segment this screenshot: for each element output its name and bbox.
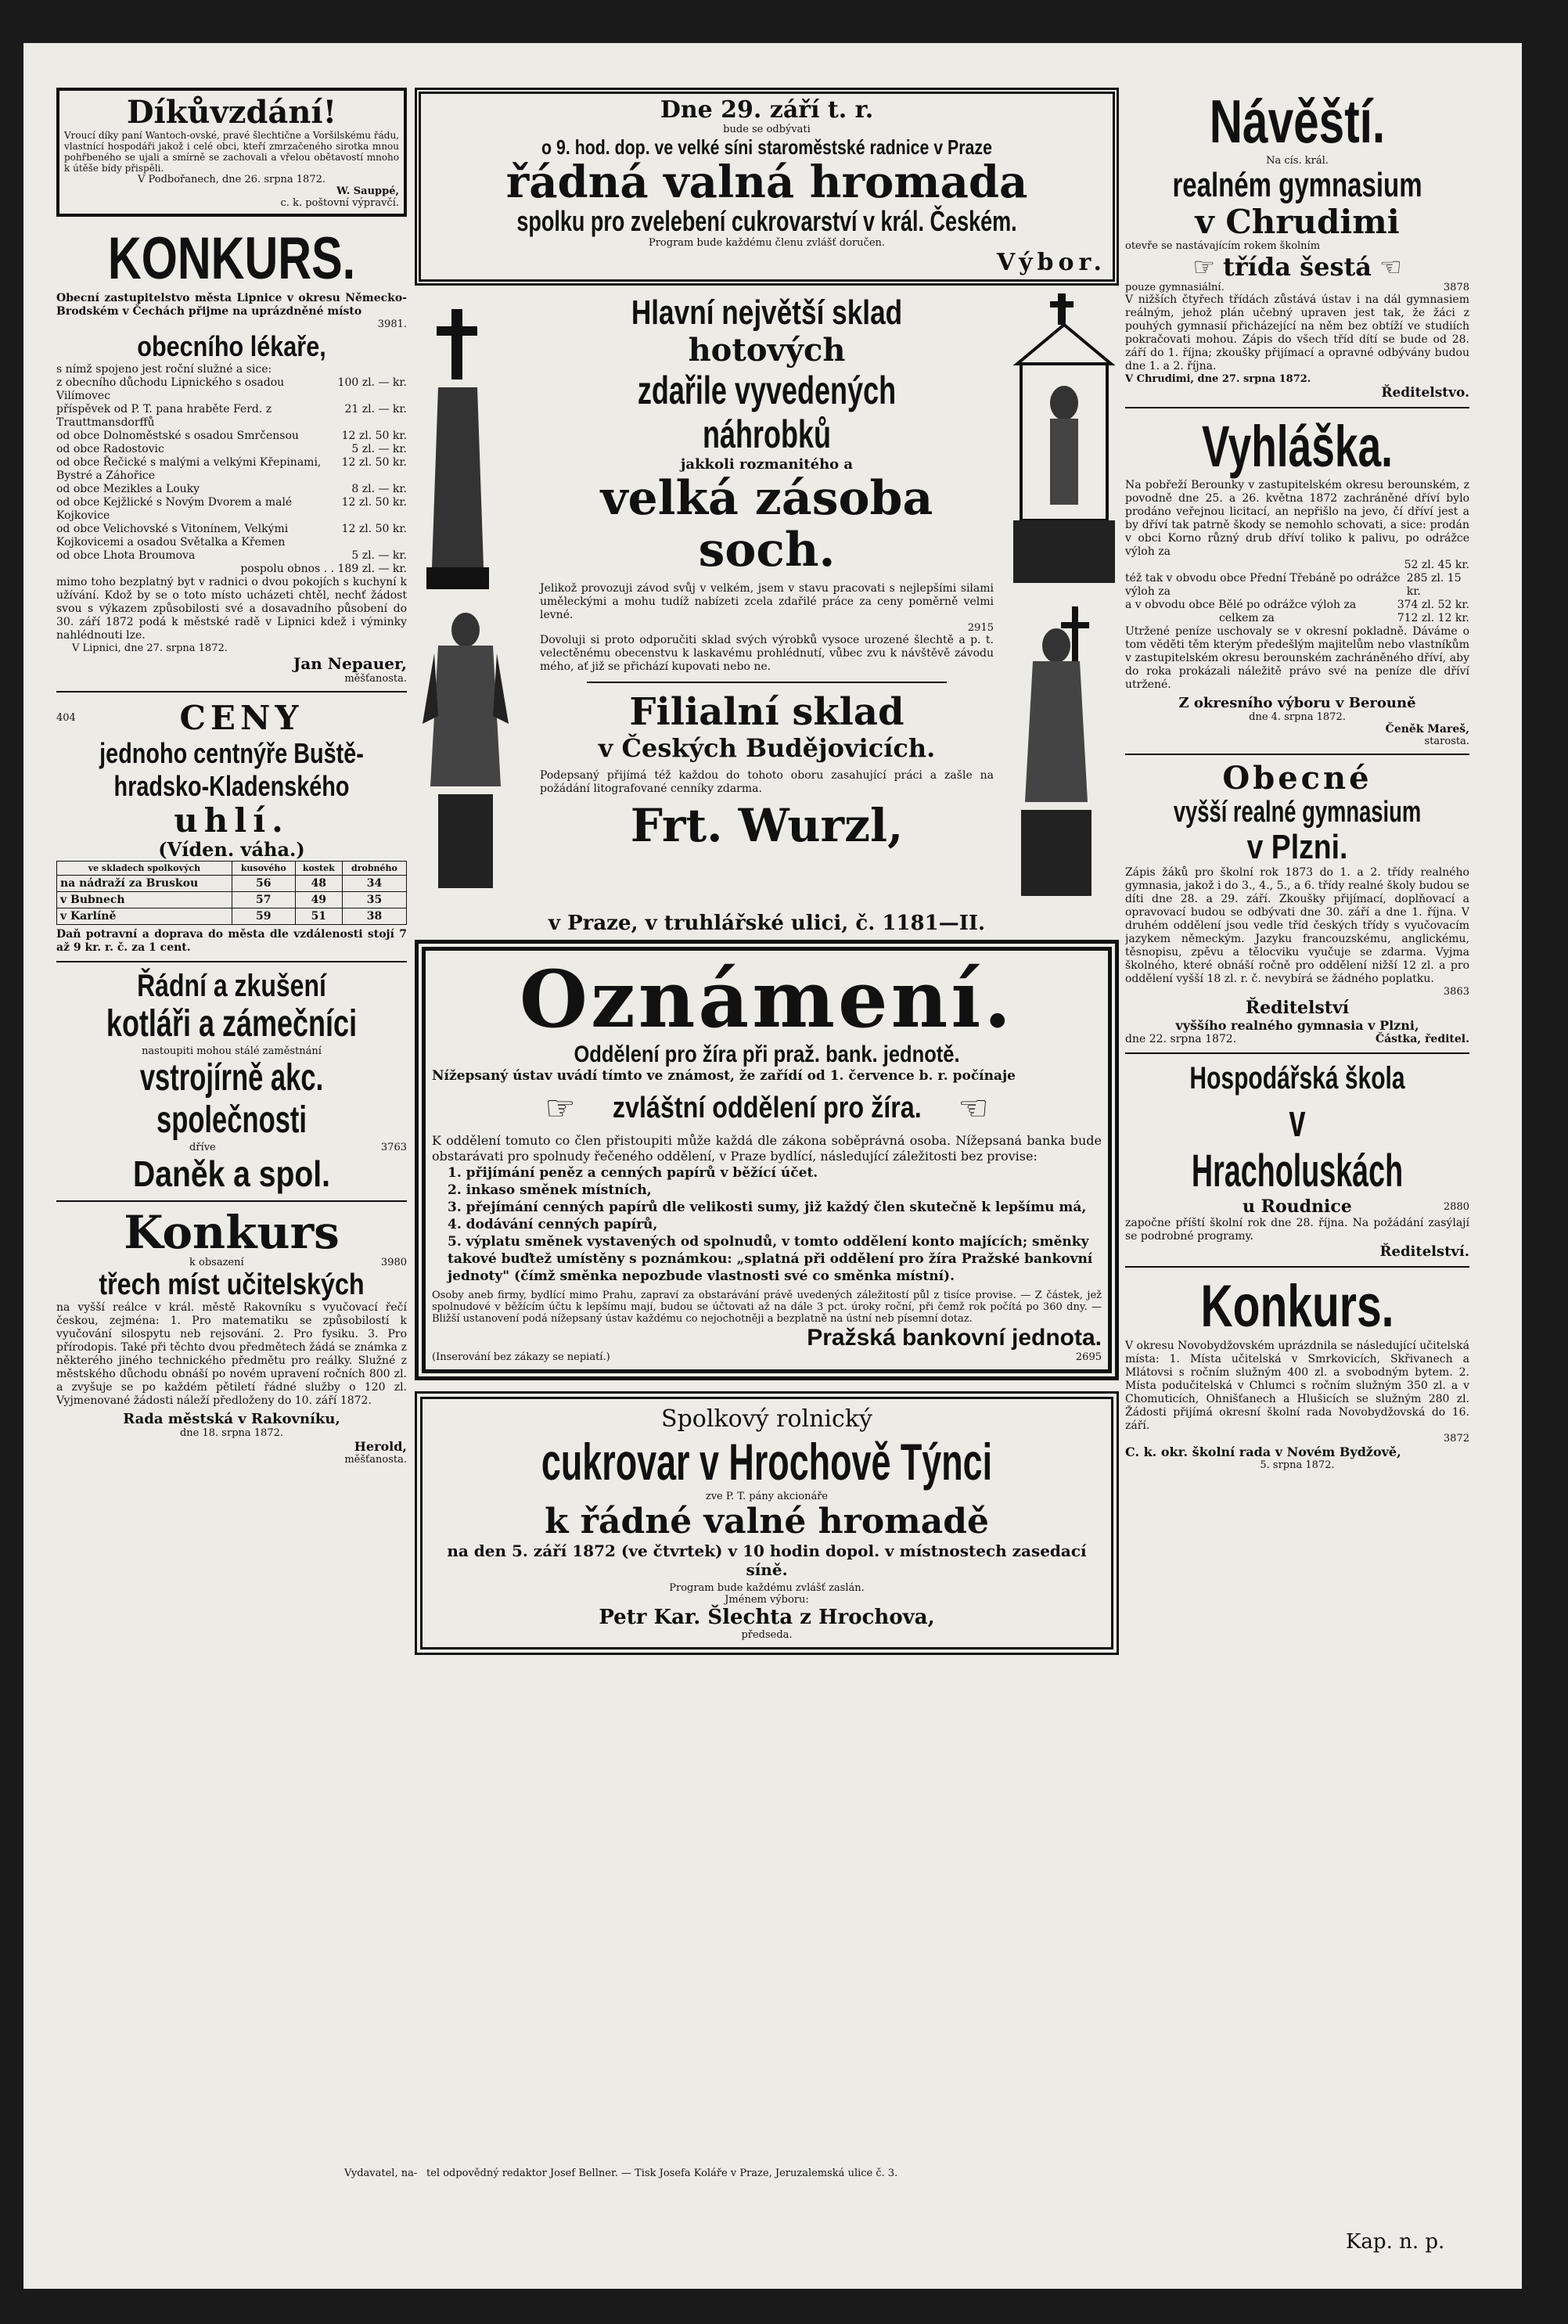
hrach-body: započne příští školní rok dne 28. října. Na požádání zasýlají se podrobné programy. [1125, 1217, 1469, 1243]
plzen-title: Obecné [1222, 760, 1372, 797]
konkurs2-body: na vyšší reálce v král. městě Rakovníku s vyučovací řečí českou, zejména: 1. Pro matematiku se způsobilostí k vyučování silospytu neb rejsování. 2. Pro fysiku. 3. Pro přírodopis. Také při těchto dvou předmětech žádá se známka z některého jiného technického předmětu pro reálky. Služné z městského důchodu obnáší po novém upravení ročních 800 zl. a zvyšuje se po každém pětiletí řádné služby o 120 zl. Vyjmenované žádosti náleží předloženy do 10. září 1872. [56, 1301, 407, 1407]
ceny-note: Daň potravní a doprava do města dle vzdálenosti stojí 7 až 9 kr. r. č. za 1 cent. [56, 928, 407, 954]
konkurs3-title: Konkurs. [1200, 1273, 1394, 1340]
table-cell: v Karlíně [57, 908, 232, 925]
konkurs2-title: Konkurs [124, 1206, 340, 1259]
konkurs-title: KONKURS. [107, 225, 356, 292]
coal-price-table [56, 861, 407, 925]
naveste-sub: Na cís. král. [1266, 155, 1329, 167]
salary-item [56, 496, 407, 523]
table-row [57, 892, 407, 908]
vyhlaska-amount-2: 285 zl. 15 kr. [1406, 572, 1462, 598]
vyhlaska-amount-3: 374 zl. 52 kr. [1397, 599, 1469, 611]
salary-item-label: od obce Mezikles a Louky [56, 483, 200, 495]
table-cell: 34 [342, 876, 406, 892]
branch-body: Podepsaný přijímá též každou do tohoto oboru zasahující práci a zašle na požádání litografované cenníky zdarma. [540, 769, 994, 795]
corner-note: Kap. n. p. [1346, 2230, 1445, 2254]
tombstone-body-2: Dovoluji si proto odporučiti sklad svých výrobků vysoce urozené šlechtě a p. t. velectěnému obecenstvu k laskavému prohlédnutí, vůbec zvu k návštěvě závodu mého, ať již se přichází kupovati nebo ne. [540, 634, 994, 673]
konkurs3-body: V okresu Novobydžovském uprázdnila se následující učitelská místa: 1. Místa učitelská v Smrkovicích, Skřivanech a Mlátovsi s ročním služným 400 zl. a svobodným bytem. 2. Místa podučitelská v Chlumci s ročním služným 350 zl. a v Chomuticích, Ohnišťanech a Hlušicích se služným 280 zl. Žádosti přijímá okresní školní rada Novobydžovská do 16. září. [1125, 1340, 1469, 1432]
tombstone-owner: Frt. Wurzl, [630, 799, 904, 852]
konkurs-signature: Jan Nepauer, [293, 654, 407, 673]
salary-item-amount: 12 zl. 50 kr. [341, 430, 407, 442]
salary-item [56, 376, 407, 403]
tombstone-body-1: Jelikož provozuji závod svůj v velkém, jsem v stavu pracovati s nejlepšími silami uměleckými a mohu tudíž nabízeti zcela zdařilé práce za ceny poměrně velmi levné. [540, 582, 994, 621]
hrach-num: 2880 [1443, 1200, 1469, 1213]
sugar-meeting: k řádné valné hromadě [544, 1502, 989, 1542]
konkurs-total: pospolu obnos . . 189 zl. — kr. [240, 563, 407, 575]
cross-monument-icon [415, 309, 501, 591]
sugar-program: Program bude každému zvlášť zaslán. [669, 1582, 865, 1594]
oznameni-note: Osoby aneb firmy, bydlící mimo Prahu, zapraví za obstarávání právě uvedených záležitostí půl z tisíce provise. — Z částek, jež spolnudové v běžícím účtu k lepšímu mají, budou se účtovati až na dále 3 pct. úroky roční, při čemž rok počítá po 360 dny. — Bližší ustanovení podá nížepsaný ústav každému co nejochotněji a bezplatně na ústní neb písemní dotaz. [432, 1290, 1102, 1325]
sugar-line-1: Spolkový rolnický [661, 1405, 872, 1433]
table-cell: 51 [295, 908, 342, 925]
konkurs2-sub: k obsazení [189, 1257, 244, 1268]
salary-item [56, 456, 407, 483]
thanks-notice [56, 88, 407, 217]
salary-item-label: od obce Dolnoměstské s osadou Smrčensou [56, 430, 299, 442]
list-item: 1. přijímání peněz a cenných papírů v běžící účet. [448, 1165, 818, 1181]
salary-item-amount: 12 zl. 50 kr. [341, 496, 407, 509]
table-cell: 49 [295, 892, 342, 908]
konkurs2-council: Rada městská v Rakovníku, [123, 1411, 340, 1427]
naveste-class: třída šestá [1223, 252, 1372, 282]
salary-item-label: příspěvek od P. T. pana hraběte Ferd. z Trauttmansdorffů [56, 403, 272, 429]
workers-line-2: kotláři a zámečníci [106, 1003, 358, 1045]
plzen-num: 3863 [1443, 986, 1469, 998]
salary-item-label: od obce Řečické s malými a velkými Křepinami, Bystré a Záhořice [56, 456, 322, 482]
salary-item [56, 523, 407, 549]
salary-item-amount: 5 zl. — kr. [351, 443, 407, 455]
salary-item-label: od obce Lhota Broumova [56, 549, 196, 562]
konkurs-position: obecního lékaře, [137, 330, 326, 362]
naveste-place-date: V Chrudimi, dne 27. srpna 1872. [1125, 373, 1311, 385]
salary-item-amount: 21 zl. — kr. [344, 403, 407, 416]
konkurs2-signature-role: měšťanosta. [344, 1454, 407, 1466]
konkurs3-signature: C. k. okr. školní rada v Novém Bydžově, [1125, 1444, 1401, 1459]
vyhlaska-amount-1: 52 zl. 45 kr. [1404, 559, 1469, 571]
konkurs-body: mimo toho bezplatný byt v radnici o dvou pokojích s kuchyní k užívání. Kdož by se o toto místo ucházeti chtěl, nechť žádost svou s výkazem způsobilosti své a dosavadního působení do 30. září 1872 podá k městské radě v Lipnici kdež i výminky nahlédnouti lze. [56, 576, 407, 642]
oznameni-num: 2695 [1075, 1351, 1102, 1363]
oznameni-intro: Nížepsaný ústav uvádí tímto ve známost, že zařídí od 1. července b. r. počínaje [432, 1068, 1016, 1084]
naveste-open: otevře se nastávajícím rokem školním [1125, 240, 1321, 252]
plzen-sig-line-2: vyššího realného gymnasia v Plzni, [1175, 1018, 1419, 1033]
assembly-title: řádná valná hromada [505, 156, 1028, 208]
pointing-hand-left-icon: ☜ [1379, 252, 1402, 282]
naveste-signature: Ředitelstvo. [1381, 385, 1469, 401]
table-cell: na nádraží za Bruskou [57, 876, 232, 892]
salary-item-label: od obce Kejžlické s Novým Dvorem a malé Kojkovice [56, 496, 293, 522]
tombstone-title: Hlavní největší sklad [631, 293, 903, 332]
vyhlaska-body-2: též tak v obvodu obce Přední Třebáně po odrážce výloh za [1125, 572, 1401, 598]
workers-line-6: Daněk a spol. [132, 1153, 331, 1194]
table-header-cell: drobného [342, 862, 406, 876]
table-header-row [57, 862, 407, 876]
vyhlaska-total-label: celkem za [1219, 612, 1275, 624]
konkurs3-date: 5. srpna 1872. [1260, 1459, 1335, 1471]
vyhlaska-sign2-role: starosta. [1424, 736, 1469, 747]
salary-item-label: z obecního důchodu Lipnického s osadou Vilímovec [56, 376, 285, 402]
plzen-name: Částka, ředitel. [1375, 1033, 1469, 1045]
thanks-title: Díkůvzdání! [126, 94, 337, 131]
konkurs2-positions: třech míst učitelských [99, 1268, 365, 1301]
chapel-statue-icon [1009, 293, 1119, 591]
hrach-line-2: v Hracholuskách [1191, 1095, 1404, 1196]
oznameni-body: K oddělení tomuto co člen přistoupiti může každá dle zákona soběprávná osoba. Nížepsaná banka bude obstarávati pro spolnudy řečeného oddělení, v Praze bydlící, následující záležitosti bez provise: [432, 1133, 1102, 1164]
salary-item-amount: 12 zl. 50 kr. [341, 456, 407, 469]
vyhlaska-body: Na pobřeží Berounky v zastupitelském okresu berounském, z povodně dne 25. a 26. května 1872 zachráněné dříví bylo prodáno veřejnou licitací, an nepřišlo na jevo, čí dříví jest a by dříví tak patrně škody se nemohlo schovati, a sice: prodán v obci Korno různý drub dříví toliko k palivu, po odrážce výloh za [1125, 479, 1469, 558]
salary-item-amount: 100 zl. — kr. [337, 376, 407, 389]
table-cell: 38 [342, 908, 406, 925]
tombstone-line-3: zdařile vyvedených náhrobků [637, 369, 897, 456]
list-item: 3. přejímání cenných papírů dle velikosti sumy, již každý člen skutečně k lepšímu má, [448, 1200, 1087, 1215]
vyhlaska-total: 712 zl. 12 kr. [1397, 612, 1469, 624]
salary-item-label: od obce Radostovic [56, 443, 164, 455]
hrach-line-1: Hospodářská škola [1189, 1061, 1405, 1095]
oznameni-items-list [432, 1164, 1102, 1285]
table-cell: 59 [232, 908, 295, 925]
pointing-hand-left-icon: ☜ [958, 1088, 989, 1128]
ceny-subtitle-3: uhlí. [174, 801, 290, 840]
konkurs-signature-role: měšťanosta. [344, 673, 407, 685]
konkurs-place-date: V Lipnici, dne 27. srpna 1872. [72, 642, 228, 654]
tombstone-address: v Praze, v truhlářské ulici, č. 1181—II. [548, 912, 986, 935]
naveste-body: V nižších čtyřech třídách zůstává ústav i na dál gymnasiem reálným, jehož plán učebný upraven jest tak, že žáci z pouhých gymnasií přicházející na něm bez obtíží ve studiích pokračovati mohou. Zápis do všech tříd dítí se bude od 28. září do 1. října; zkoušky přijímací a opravné odbývány budou dne 1. a 2. října. [1125, 293, 1469, 372]
vyhlaska-signature: Z okresního výboru v Berouně [1178, 695, 1416, 711]
assembly-held: bude se odbývati [723, 124, 811, 135]
workers-num: 3763 [380, 1142, 407, 1153]
branch-city: v Českých Budějovicích. [598, 733, 936, 763]
table-header-cell: kusového [232, 862, 295, 876]
tombstone-line-5: velká zásoba soch. [600, 471, 933, 577]
ceny-num: 404 [56, 712, 76, 724]
plzen-signature: Ředitelství [1245, 998, 1350, 1018]
assembly-notice [415, 88, 1119, 286]
konkurs2-signature: Herold, [354, 1439, 407, 1454]
list-item: 4. dodávání cenných papírů, [448, 1217, 658, 1232]
salary-item-amount: 8 zl. — kr. [351, 483, 407, 495]
ceny-title: CENY [179, 699, 304, 737]
oznameni-signature: Pražská bankovní jednota. [807, 1325, 1102, 1351]
ceny-subtitle-4: (Víden. váha.) [158, 838, 305, 861]
angel-statue-icon [423, 606, 509, 904]
table-header-cell: kostek [295, 862, 342, 876]
table-cell: 56 [232, 876, 295, 892]
assembly-program: Program bude každému členu zvlášť doručen. [648, 237, 886, 249]
salary-item-amount: 12 zl. 50 kr. [341, 523, 407, 535]
workers-line-3: nastoupiti mohou stálé zaměstnání [142, 1045, 322, 1057]
right-column [1125, 88, 1469, 2161]
naveste-only: pouze gymnasiální. [1125, 282, 1225, 293]
plzen-line-2: vyšší realné gymnasium [1173, 796, 1422, 829]
thanks-place-date: V Podbořanech, dne 26. srpna 1872. [138, 174, 325, 185]
tombstone-num: 2915 [967, 622, 994, 634]
middle-column [415, 88, 1119, 2161]
tombstone-ad [415, 293, 1119, 935]
thanks-signature: W. Sauppé, [336, 185, 399, 197]
table-cell: v Bubnech [57, 892, 232, 908]
workers-line-5: dříve [189, 1142, 216, 1153]
list-item: 2. inkaso směnek místních, [448, 1182, 652, 1198]
vyhlaska-title: Vyhláška. [1202, 414, 1393, 479]
salary-item [56, 483, 407, 496]
sugar-on-behalf: Jménem výboru: [725, 1594, 809, 1606]
footer-imprint: tel odpovědný redaktor Josef Bellner. — Tisk Josefa Koláře v Praze, Jeruzalemská ulice č. 3. [426, 2168, 898, 2179]
assembly-org: spolku pro zvelebení cukrovarství v král. Českém. [516, 205, 1017, 237]
sugar-title: cukrovar v Hrochově Týnci [541, 1433, 993, 1491]
assembly-time: o 9. hod. dop. ve velké síni staroměstské radnice v Praze [541, 135, 992, 159]
oznameni-footnote: (Inserování bez zákazy se nepiatí.) [432, 1351, 610, 1363]
pointing-hand-right-icon: ☞ [545, 1088, 576, 1128]
vyhlaska-sign2: Čeněk Mareš, [1385, 723, 1469, 736]
list-item: 5. výplatu směnek vystavených od spolnudů, v tomto oddělení konto majících; směnky takové buďtež umístěny s poznámkou: „splatná při oddělení pro žíra Pražské bankovní jednoty" (čímž směnka nepozbude vlastnosti své co směnka místní). [448, 1234, 1093, 1284]
oznameni-title: Oznámení. [519, 953, 1015, 1045]
footer-left: Vydavatel, na- [344, 2168, 418, 2179]
oznameni-notice [415, 940, 1119, 1380]
table-row [57, 876, 407, 892]
workers-line-1: Řádní a zkušení [137, 969, 326, 1003]
plzen-date: dne 22. srpna 1872. [1125, 1033, 1237, 1045]
pointing-hand-right-icon: ☞ [1192, 252, 1216, 282]
naveste-num: 3878 [1443, 282, 1469, 293]
assembly-signature: Výbor. [997, 249, 1106, 276]
vyhlaska-date: dne 4. srpna 1872. [1249, 711, 1346, 723]
workers-line-4: vstrojírně akc. společnosti [139, 1057, 324, 1141]
konkurs2-date: dne 18. srpna 1872. [179, 1427, 283, 1439]
naveste-school: realném gymnasium [1172, 166, 1422, 204]
salary-item [56, 443, 407, 456]
vyhlaska-body-4: Utržené peníze uschovaly se v okresní pokladně. Dáváme o tom věděti těm kterým předešlým majitelům nebo vlastníkům v zastupitelském okresu berounském zachráněného dříví, aby do roka prokázali náležitě právo své na peníze dle dříví utržené. [1125, 625, 1469, 691]
salary-item-label: od obce Velichovské s Vitonínem, Velkými Kojkovicemi a osadou Světalka a Křemen [56, 523, 289, 549]
konkurs-intro: Obecní zastupitelstvo města Lipnice v okresu Německo-Brodském v Čechách přijme na uprázdněné místo [56, 292, 407, 318]
sugar-role: předseda. [741, 1629, 793, 1641]
table-body [57, 876, 407, 925]
hrach-signature: Ředitelství. [1379, 1243, 1469, 1260]
table-cell: 57 [232, 892, 295, 908]
ceny-subtitle-1: jednoho centnýře Buště- [99, 737, 364, 769]
sugar-signature: Petr Kar. Šlechta z Hrochova, [599, 1606, 935, 1629]
konkurs3-num: 3872 [1443, 1433, 1469, 1444]
table-cell: 35 [342, 892, 406, 908]
saint-with-cross-icon [1009, 606, 1103, 904]
salary-items-list [56, 376, 407, 563]
table-row [57, 908, 407, 925]
salary-item [56, 430, 407, 443]
thanks-body: Vroucí díky paní Wantoch-ovské, pravé šlechtične a Voršilskému řádu, vlastnící hospodáři jakož i celé obci, kteří zmrzačeného sirotka mnou pohřbeného se ujali a smírně se zachovali a vřelou obětavostí mnoho k útěše bídy přispěli. [64, 130, 399, 174]
left-column [56, 88, 407, 2161]
tombstone-line-4: jakkoli rozmanitého a [680, 456, 854, 473]
konkurs-lead: s nímž spojeno jest roční služné a sice: [56, 363, 272, 376]
sugar-date: na den 5. září 1872 (ve čtvrtek) v 10 hodin dopol. v místnostech zasedací síně. [447, 1542, 1087, 1579]
oznameni-subtitle: Oddělení pro žíra při praž. bank. jednotě. [574, 1041, 960, 1067]
konkurs2-num: 3980 [380, 1257, 407, 1268]
assembly-date: Dne 29. září t. r. [660, 96, 874, 124]
salary-item-amount: 5 zl. — kr. [351, 549, 407, 562]
vyhlaska-body-3: a v obvodu obce Bělé po odrážce výloh za [1125, 599, 1357, 611]
table-header-cell: ve skladech spolkových [57, 862, 232, 876]
sugar-factory-notice [415, 1391, 1119, 1655]
ceny-subtitle-2: hradsko-Kladenského [113, 770, 350, 802]
branch-title: Filialní sklad [629, 690, 904, 734]
plzen-line-3: v Plzni. [1246, 828, 1348, 866]
konkurs-intro-num: 3981. [377, 318, 407, 330]
salary-item [56, 549, 407, 563]
hrach-line-3: u Roudnice [1243, 1196, 1352, 1217]
tombstone-line-2: hotových [688, 332, 846, 369]
oznameni-special: zvláštní oddělení pro žíra. [612, 1092, 922, 1124]
sugar-invite: zve P. T. pány akcionáře [705, 1491, 829, 1502]
thanks-signature-role: c. k. poštovní výpravčí. [280, 197, 399, 209]
table-cell: 48 [295, 876, 342, 892]
salary-item [56, 403, 407, 430]
naveste-city: v Chrudimi [1195, 203, 1400, 241]
plzen-body: Zápis žáků pro školní rok 1873 do 1. a 2. třídy realného gymnasia, jakož i do 3., 4., 5., a 6. třídy realné školy budou se díti dne 28. a 29. září. Zkoušky přijímací, doplňovací a opravovací budou se odbývati dne 30. září a dne 1. října. V druhém oddělení jsou vedle tříd českých třídy s vyučovacím jazykem německým. Jazyku francouzskému, anglickému, těsnopisu, zpěvu a tělocviku vyučuje se zdarma. Vyjma školného, které obnáší ročně pro oddělení nižší 12 zl. a pro oddělení vyšší 18 zl. r. č. nevybírá se žádného poplatku. [1125, 866, 1469, 985]
naveste-title: Návěští. [1209, 88, 1386, 156]
